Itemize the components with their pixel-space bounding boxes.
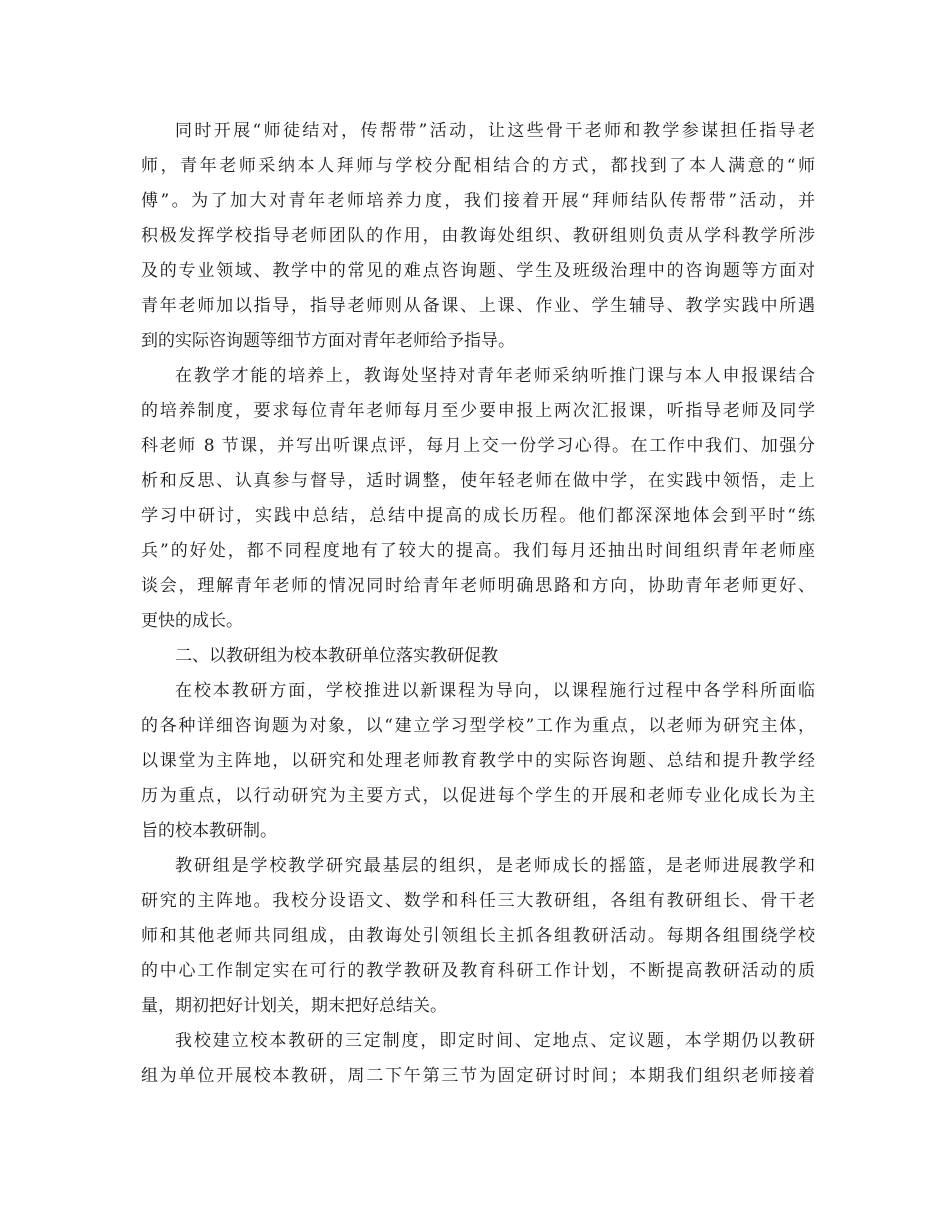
text-line: 青年老师加以指导，指导老师则从备课、上课、作业、学生辅导、教学实践中所遇 <box>141 296 815 316</box>
text-line: 到的实际咨询题等细节方面对青年老师给予指导。 <box>141 331 515 351</box>
text-line: 以课堂为主阵地，以研究和处理老师教育教学中的实际咨询题、总结和提升教学经 <box>141 751 815 771</box>
text-line: 的中心工作制定实在可行的教学教研及教育科研工作计划，不断提高教研活动的质 <box>141 961 815 981</box>
text-line: 在校本教研方面，学校推进以新课程为导向，以课程施行过程中各学科所面临 <box>175 681 815 701</box>
text-line: 学习中研讨，实践中总结，总结中提高的成长历程。他们都深深地体会到平时“练 <box>141 506 815 526</box>
text-line: 研究的主阵地。我校分设语文、数学和科任三大教研组，各组有教研组长、骨干老 <box>141 891 815 911</box>
paragraph <box>141 1024 815 1094</box>
text-line: 谈会，理解青年老师的情况同时给青年老师明确思路和方向，协助青年老师更好、 <box>141 576 815 596</box>
text-line: 教研组是学校教学研究最基层的组织，是老师成长的摇篮，是老师进展教学和 <box>175 856 815 876</box>
text-line: 组为单位开展校本教研，周二下午第三节为固定研讨时间；本期我们组织老师接着 <box>141 1066 815 1086</box>
text-line: 历为重点，以行动研究为主要方式，以促进每个学生的开展和老师专业化成长为主 <box>141 786 815 806</box>
paragraph <box>141 639 815 674</box>
text-line: 旨的校本教研制。 <box>141 821 277 841</box>
text-line: 析和反思、认真参与督导，适时调整，使年轻老师在做中学，在实践中领悟，走上 <box>141 471 815 491</box>
text-line: 的培养制度，要求每位青年老师每月至少要申报上两次汇报课，听指导老师及同学 <box>141 401 815 421</box>
paragraph <box>141 674 815 849</box>
text-line: 的各种详细咨询题为对象，以“建立学习型学校”工作为重点，以老师为研究主体， <box>141 716 815 736</box>
text-line: 师和其他老师共同组成，由教诲处引领组长主抓各组教研活动。每期各组围绕学校 <box>141 926 815 946</box>
text-line: 师，青年老师采纳本人拜师与学校分配相结合的方式，都找到了本人满意的“师 <box>141 156 815 176</box>
text-line: 兵”的好处，都不同程度地有了较大的提高。我们每月还抽出时间组织青年老师座 <box>141 541 815 561</box>
text-line: 同时开展“师徒结对，传帮带”活动，让这些骨干老师和教学参谋担任指导老 <box>175 121 815 141</box>
text-line: 积极发挥学校指导老师团队的作用，由教诲处组织、教研组则负责从学科教学所涉 <box>141 226 815 246</box>
text-line: 量，期初把好计划关，期末把好总结关。 <box>141 996 447 1016</box>
text-line: 我校建立校本教研的三定制度，即定时间、定地点、定议题，本学期仍以教研 <box>175 1031 815 1051</box>
document-body <box>141 114 815 1094</box>
text-line: 二、以教研组为校本教研单位落实教研促教 <box>175 646 498 666</box>
text-line: 傅”。为了加大对青年老师培养力度，我们接着开展“拜师结队传帮带”活动，并 <box>141 191 815 211</box>
text-line: 及的专业领域、教学中的常见的难点咨询题、学生及班级治理中的咨询题等方面对 <box>141 261 815 281</box>
text-line: 在教学才能的培养上，教诲处坚持对青年老师采纳听推门课与本人申报课结合 <box>175 366 815 386</box>
paragraph <box>141 849 815 1024</box>
paragraph <box>141 359 815 639</box>
paragraph <box>141 114 815 359</box>
text-line: 更快的成长。 <box>141 611 243 631</box>
text-line: 科老师 8 节课，并写出听课点评，每月上交一份学习心得。在工作中我们、加强分 <box>141 436 815 456</box>
